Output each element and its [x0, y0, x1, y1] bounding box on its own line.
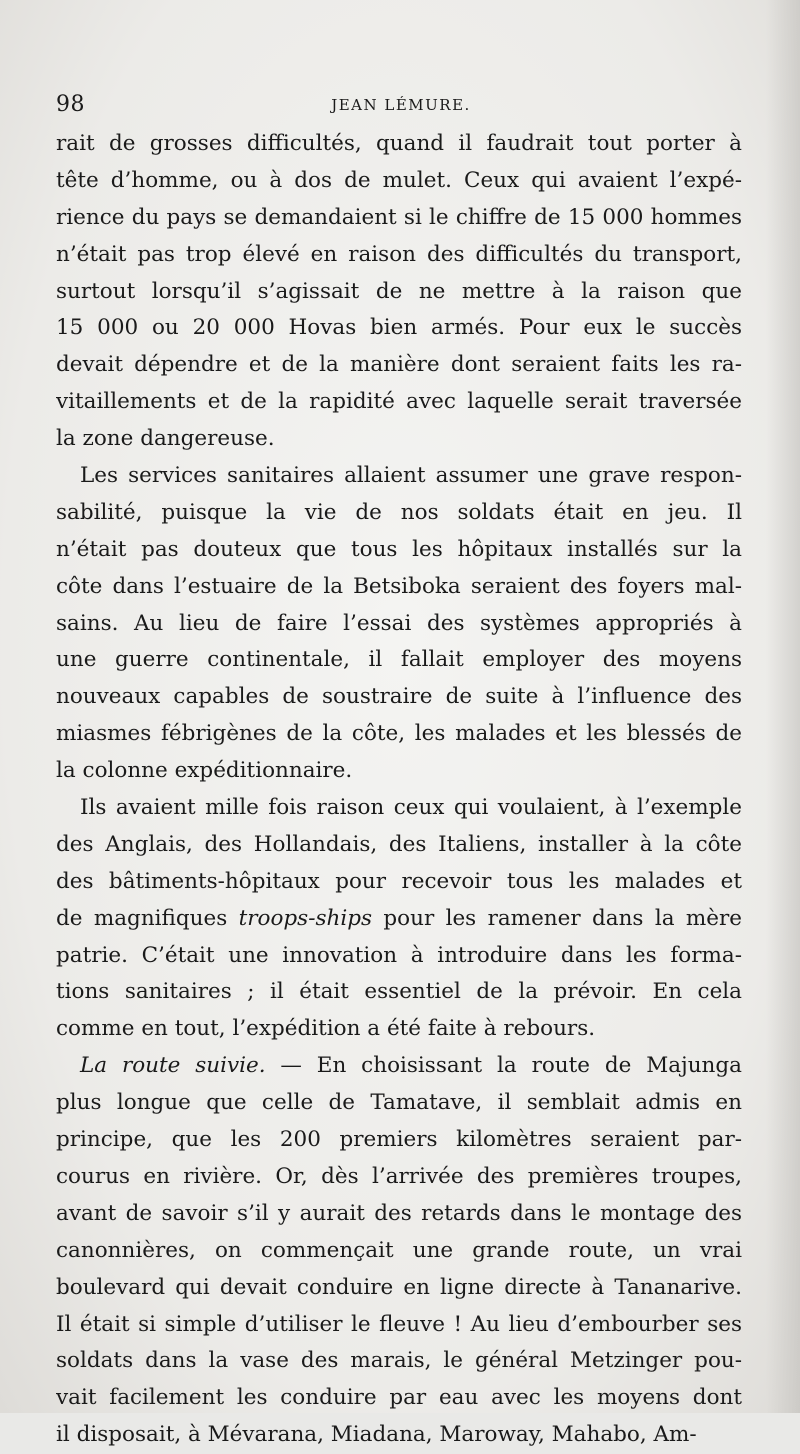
text-line: sains. Au lieu de faire l’essai des systèmes appropriés à — [56, 610, 742, 636]
page-number: 98 — [56, 92, 85, 117]
text-line: 15 000 ou 20 000 Hovas bien armés. Pour eux le succès — [56, 315, 742, 341]
text-line: tions sanitaires ; il était essentiel de la prévoir. En cela — [56, 979, 742, 1005]
running-head: JEAN LÉMURE. — [331, 96, 471, 114]
paragraph — [56, 790, 742, 1048]
text-line: nouveaux capables de soustraire de suite à l’influence des — [56, 684, 742, 710]
paragraph — [56, 126, 742, 458]
text-line: des Anglais, des Hollandais, des Italiens, installer à la côte — [56, 831, 742, 857]
text-line: n’était pas douteux que tous les hôpitaux installés sur la — [56, 536, 742, 562]
text-line: des bâtiments-hôpitaux pour recevoir tous les malades et — [56, 868, 742, 894]
text-line: tête d’homme, ou à dos de mulet. Ceux qui avaient l’expé- — [56, 167, 742, 193]
text-line: comme en tout, l’expédition a été faite à rebours. — [56, 1016, 596, 1042]
text-line: il disposait, à Mévarana, Miadana, Maroway, Mahabo, Am- — [56, 1422, 697, 1448]
body-text — [56, 126, 742, 1454]
text-line: surtout lorsqu’il s’agissait de ne mettre à la raison que — [56, 278, 742, 304]
text-line: avant de savoir s’il y aurait des retards dans le montage des — [56, 1200, 742, 1226]
text-line: miasmes fébrigènes de la côte, les malades et les blessés de — [56, 721, 742, 747]
paragraph — [56, 1048, 742, 1454]
page-edge-shadow — [766, 0, 800, 1413]
page-header — [56, 90, 746, 124]
paragraph — [56, 458, 742, 790]
text-line: la colonne expéditionnaire. — [56, 758, 353, 784]
text-line: Les services sanitaires allaient assumer une grave respon- — [80, 463, 742, 489]
text-line: plus longue que celle de Tamatave, il semblait admis en — [56, 1090, 742, 1116]
text-line: principe, que les 200 premiers kilomètres seraient par- — [56, 1127, 742, 1153]
text-line: patrie. C’était une innovation à introduire dans les forma- — [56, 942, 742, 968]
text-line: courus en rivière. Or, dès l’arrivée des premières troupes, — [56, 1163, 742, 1189]
text-line: côte dans l’estuaire de la Betsiboka seraient des foyers mal- — [56, 573, 742, 599]
text-line: vait facilement les conduire par eau avec les moyens dont — [56, 1385, 742, 1411]
text-line: la zone dangereuse. — [56, 426, 275, 452]
text-line: Ils avaient mille fois raison ceux qui voulaient, à l’exemple — [80, 795, 742, 821]
text-line: une guerre continentale, il fallait employer des moyens — [56, 647, 742, 673]
text-line: rience du pays se demandaient si le chiffre de 15 000 hommes — [56, 204, 742, 230]
text-line: vitaillements et de la rapidité avec laquelle serait traversée — [56, 389, 742, 415]
text-line: La route suivie. — En choisissant la route de Majunga — [80, 1053, 742, 1079]
text-line: n’était pas trop élevé en raison des difficultés du transport, — [56, 241, 742, 267]
text-line: Il était si simple d’utiliser le fleuve ! Au lieu d’embourber ses — [56, 1311, 742, 1337]
text-line: sabilité, puisque la vie de nos soldats était en jeu. Il — [56, 499, 742, 525]
text-line: canonnières, on commençait une grande route, un vrai — [56, 1237, 742, 1263]
text-line: soldats dans la vase des marais, le général Metzinger pou- — [56, 1348, 742, 1374]
text-line: rait de grosses difficultés, quand il faudrait tout porter à — [56, 131, 742, 156]
text-line: devait dépendre et de la manière dont seraient faits les ra- — [56, 352, 742, 378]
text-line: de magnifiques troops-ships pour les ramener dans la mère — [56, 905, 742, 931]
text-line: boulevard qui devait conduire en ligne directe à Tananarive. — [56, 1274, 742, 1300]
